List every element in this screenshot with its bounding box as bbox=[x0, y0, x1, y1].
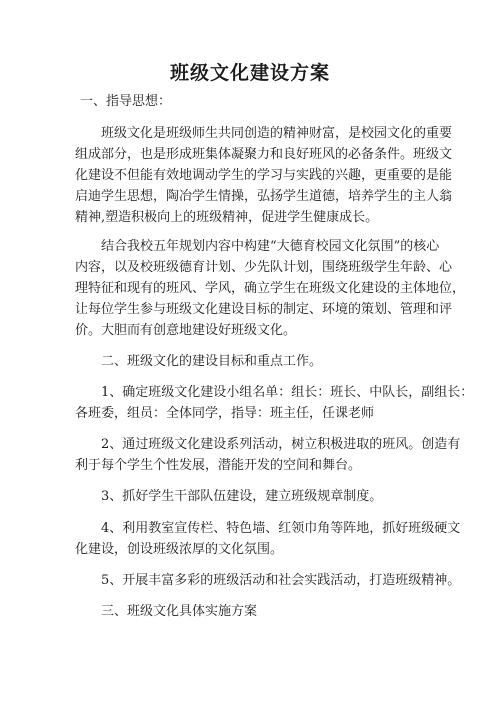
item2-line: 2、通过班级文化建设系列活动，树立积极进取的班风。创造有 bbox=[101, 437, 461, 452]
para2-line: 结合我校五年规划内容中构建“大德育校园文化氛围”的核心 bbox=[101, 239, 440, 254]
para2-line: 价。大胆而有创意地建设好班级文化。 bbox=[75, 323, 297, 338]
para1-line: 班级文化是班级师生共同创造的精神财富，是校园文化的重要 bbox=[101, 126, 453, 141]
item2-line: 利于每个学生个性发展，潜能开发的空间和舞台。 bbox=[75, 458, 362, 473]
item1-line: 各班委，组员：全体同学，指导：班主任，任课老师 bbox=[75, 406, 375, 421]
item5-line: 5、开展丰富多彩的班级活动和社会实践活动，打造班级精神。 bbox=[101, 573, 461, 588]
para1-line: 精神,塑造积极向上的班级精神，促进学生健康成长。 bbox=[75, 210, 379, 225]
item4-line: 化建设，创设班级浓厚的文化氛围。 bbox=[75, 542, 284, 557]
para2-line: 内容，以及校班级德育计划、少先队计划，围绕班级学生年龄、心 bbox=[75, 260, 453, 275]
document-title: 班级文化建设方案 bbox=[169, 62, 330, 84]
section2-heading: 二、班级文化的建设目标和重点工作。 bbox=[101, 354, 323, 369]
section3-heading: 三、班级文化具体实施方案 bbox=[101, 604, 258, 619]
section1-heading: 一、指导思想： bbox=[80, 94, 172, 109]
para2-line: 理特征和现有的班风、学风，确立学生在班级文化建设的主体地位， bbox=[75, 281, 466, 296]
item3-line: 3、抓好学生干部队伍建设，建立班级规章制度。 bbox=[101, 489, 383, 504]
para1-line: 化建设不但能有效地调动学生的学习与实践的兴趣，更重要的是能 bbox=[75, 168, 453, 183]
para2-line: 让每位学生参与班级文化建设目标的制定、环境的策划、管理和评 bbox=[75, 302, 453, 317]
para1-line: 组成部分，也是形成班集体凝聚力和良好班风的必备条件。班级文 bbox=[75, 147, 453, 162]
item1-line: 1、确定班级文化建设小组名单：组长：班长、中队长，副组长： bbox=[101, 385, 474, 400]
para1-line: 启迪学生思想，陶冶学生情操，弘扬学生道德，培养学生的主人翁 bbox=[75, 189, 453, 204]
item4-line: 4、利用教室宣传栏、特色墙、红领巾角等阵地，抓好班级硬文 bbox=[101, 521, 461, 536]
